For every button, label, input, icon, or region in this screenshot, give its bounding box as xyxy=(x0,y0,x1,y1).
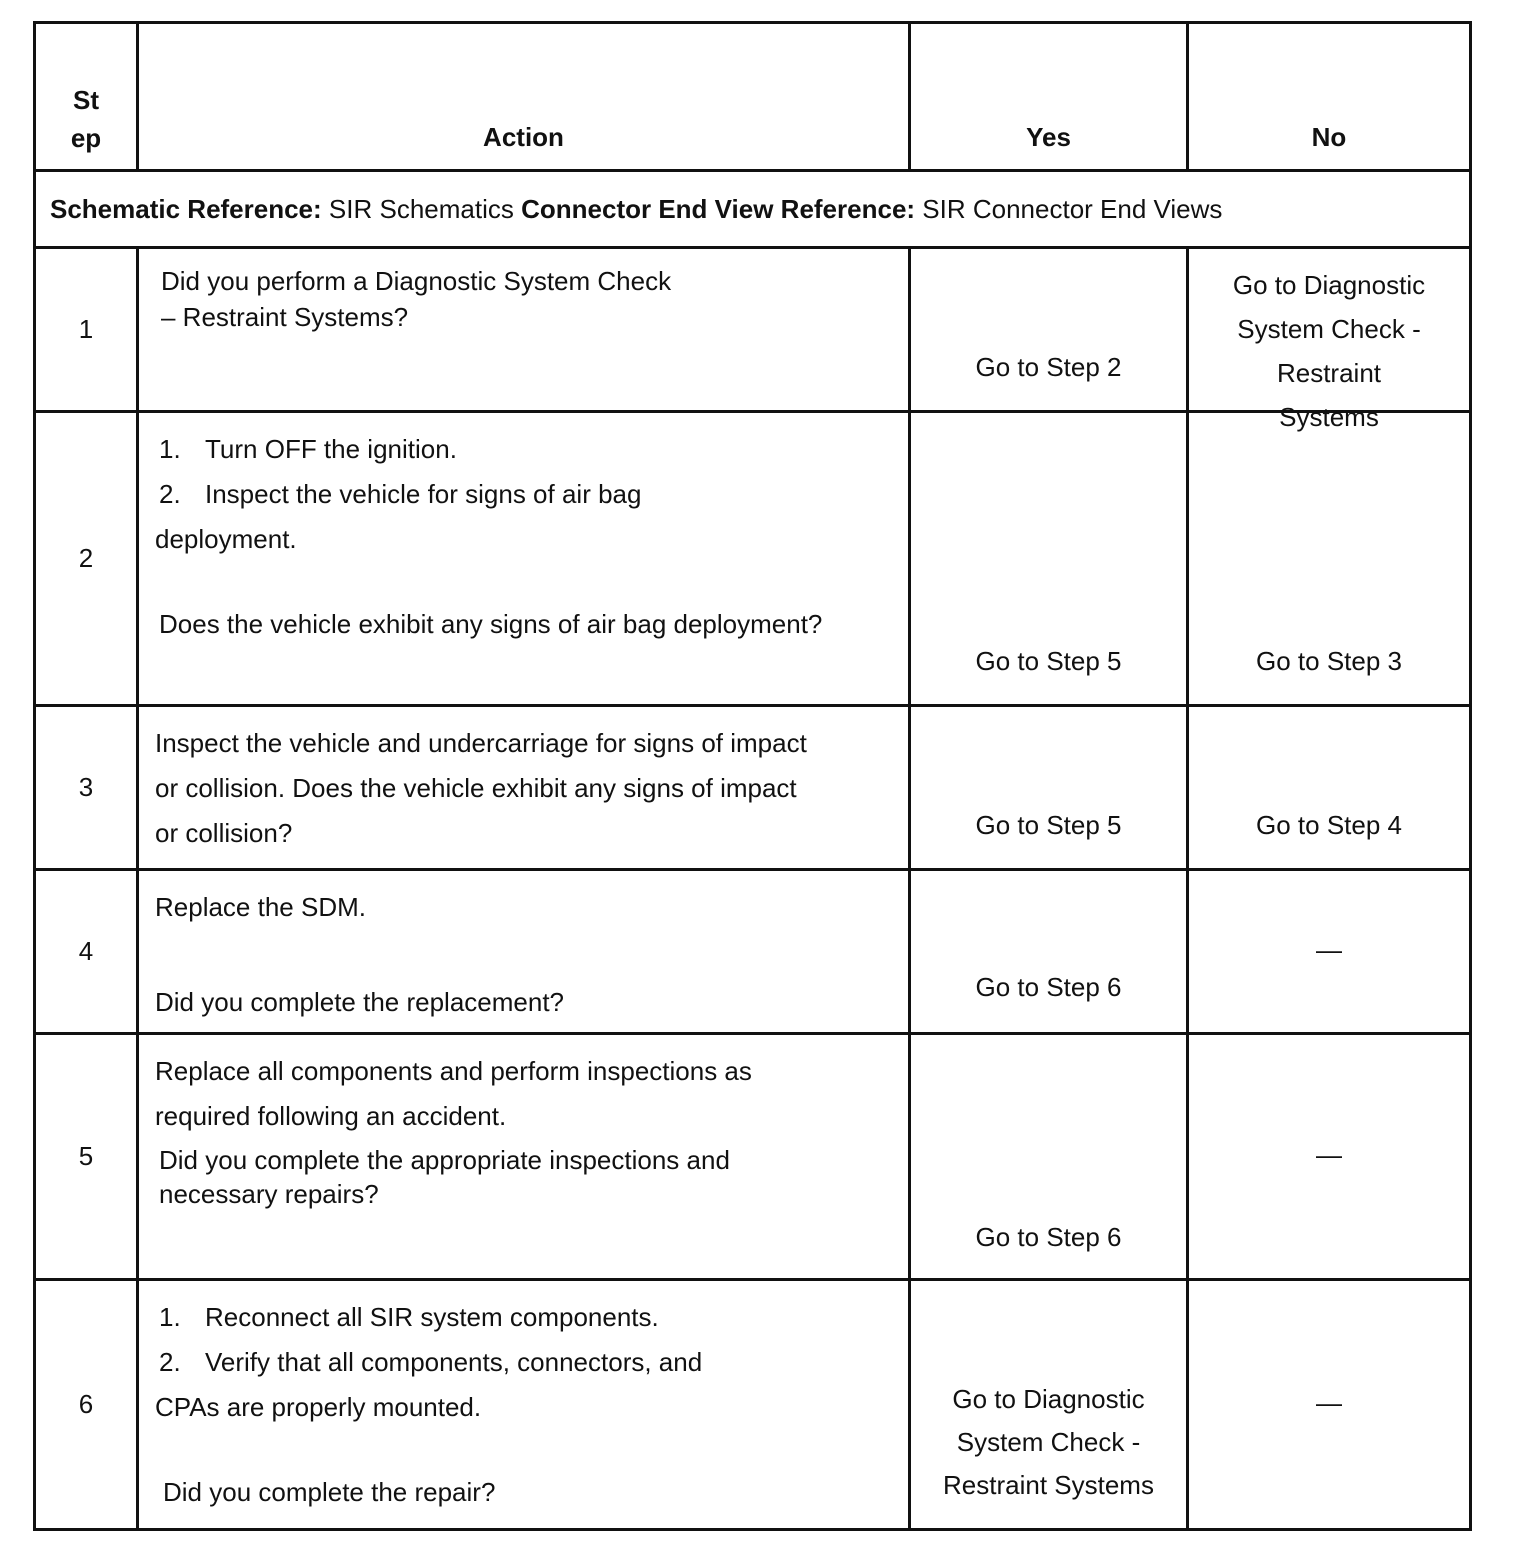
step-number: 4 xyxy=(35,870,138,1034)
header-row xyxy=(35,23,1471,171)
yes-cell: Go to Step 2 xyxy=(910,248,1188,412)
diagnostic-table xyxy=(33,21,1472,1531)
header-step: St ep xyxy=(35,23,138,171)
no-cell xyxy=(1188,1280,1471,1530)
action-cell: Did you perform a Diagnostic System Check – Restraint Systems? xyxy=(138,248,910,412)
header-action: Action xyxy=(138,23,910,171)
table-row xyxy=(35,248,1471,412)
no-cell: Go to Diagnostic System Check - Restraint Systems xyxy=(1188,248,1471,412)
schematic-reference-value: SIR Schematics xyxy=(328,194,514,224)
yes-cell: Go to Step 5 xyxy=(910,412,1188,706)
no-cell xyxy=(1188,1034,1471,1280)
connector-reference-label: Connector End View Reference: xyxy=(521,194,916,224)
step-number: 1 xyxy=(35,248,138,412)
dash-icon: — xyxy=(1316,934,1342,965)
step-number: 3 xyxy=(35,706,138,870)
table-row xyxy=(35,1034,1471,1280)
table-row xyxy=(35,1280,1471,1530)
yes-cell: Go to Step 6 xyxy=(910,870,1188,1034)
dash-icon: — xyxy=(1316,1139,1342,1170)
no-cell: Go to Step 4 xyxy=(1188,706,1471,870)
list-item: 2. Inspect the vehicle for signs of air bag deployment. xyxy=(155,479,642,554)
step-number: 5 xyxy=(35,1034,138,1280)
yes-cell: Go to Diagnostic System Check - Restraint Systems xyxy=(910,1280,1188,1530)
no-cell xyxy=(1188,870,1471,1034)
dash-icon: — xyxy=(1316,1387,1342,1418)
list-item: 1. Turn OFF the ignition. xyxy=(159,434,457,464)
reference-row xyxy=(35,171,1471,248)
action-cell: Inspect the vehicle and undercarriage for signs of impact or collision. Does the vehicle exhibit any signs of impact or collision? xyxy=(138,706,910,870)
yes-cell: Go to Step 5 xyxy=(910,706,1188,870)
step-number: 6 xyxy=(35,1280,138,1530)
step-number: 2 xyxy=(35,412,138,706)
action-cell: 1. Turn OFF the ignition. 2. Inspect the vehicle for signs of air bag deployment. Does the vehicle exhibit any signs of air bag deployment? xyxy=(138,412,910,706)
action-cell: Replace all components and perform inspections as required following an accident. Did you complete the appropriate inspections and necessary repairs? xyxy=(138,1034,910,1280)
yes-cell: Go to Step 6 xyxy=(910,1034,1188,1280)
header-no: No xyxy=(1188,23,1471,171)
table-row xyxy=(35,706,1471,870)
action-cell: 1. Reconnect all SIR system components. 2. Verify that all components, connectors, and CPAs are properly mounted. Did you complete the repair? xyxy=(138,1280,910,1530)
action-cell: Replace the SDM. Did you complete the replacement? xyxy=(138,870,910,1034)
schematic-reference-label: Schematic Reference: xyxy=(50,194,322,224)
table-row xyxy=(35,412,1471,706)
header-yes: Yes xyxy=(910,23,1188,171)
no-cell: Go to Step 3 xyxy=(1188,412,1471,706)
list-item: 2. Verify that all components, connectors, and CPAs are properly mounted. xyxy=(155,1347,703,1422)
list-item: 1. Reconnect all SIR system components. xyxy=(159,1302,659,1332)
table-row xyxy=(35,870,1471,1034)
reference-cell xyxy=(35,171,1471,248)
connector-reference-value: SIR Connector End Views xyxy=(922,194,1223,224)
